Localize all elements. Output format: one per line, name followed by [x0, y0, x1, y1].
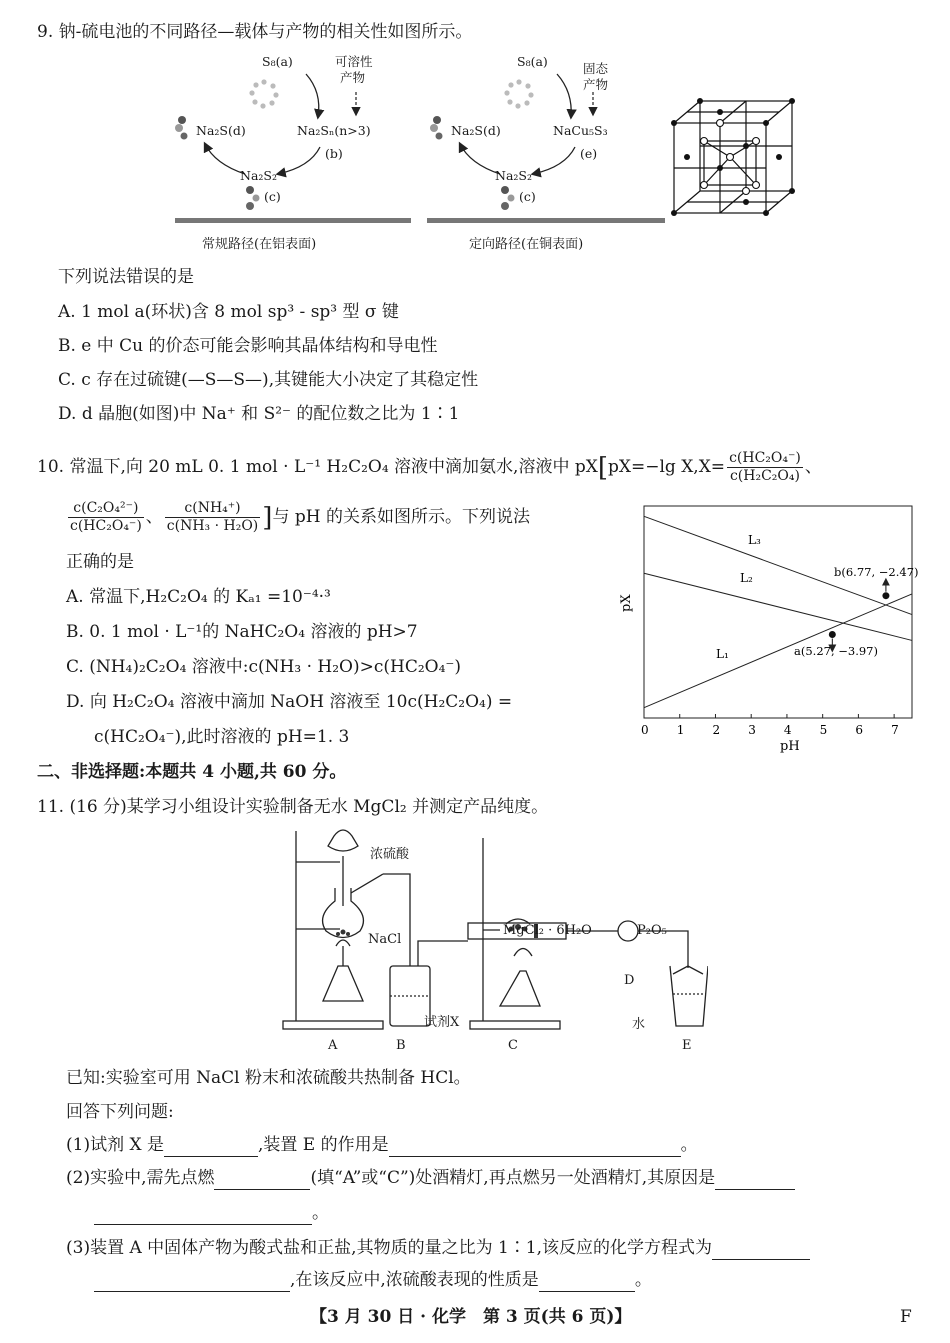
- q10-fraction-2: $\frac{\text{c(C₂O₄²⁻)}}{\text{c(HC₂O₄⁻)}}$: [70, 500, 142, 534]
- cycle-arrows-left: [170, 52, 415, 252]
- left-caption: 常规路径(在铝表面): [202, 237, 317, 252]
- crystal-cell-figure: [668, 95, 808, 220]
- q9-option-c: C. c 存在过硫键(—S—S—),其键能大小决定了其稳定性: [58, 370, 479, 390]
- x-tick-label: 5: [819, 723, 828, 737]
- q10-option-b: B. 0. 1 mol · L⁻¹的 NaHC₂O₄ 溶液的 pH>7: [66, 622, 418, 642]
- chart-ylabel: pX: [619, 594, 634, 612]
- point-b-label: b(6.77, −2.47): [834, 565, 919, 579]
- q10-stem-part1: 10. 常温下,向 20 mL 0. 1 mol · L⁻¹ H₂C₂O₄ 溶液中滴加氨水,溶液中 pX: [37, 457, 598, 477]
- label-nacl: NaCl: [368, 932, 402, 947]
- px-ph-chart: [612, 500, 922, 760]
- point-a-label: a(5.27, −3.97): [794, 644, 878, 658]
- apparatus-figure: [278, 826, 708, 1058]
- section2-heading: 二、非选择题:本题共 4 小题,共 60 分。: [37, 762, 347, 782]
- label-B: B: [396, 1038, 406, 1053]
- x-tick-label: 6: [855, 723, 864, 737]
- cycle-arrows-right: [425, 52, 670, 252]
- label-reagent-x: 试剂X: [424, 1015, 460, 1030]
- point-a: [829, 631, 836, 638]
- q10-stem-line2: $\frac{\text{c(C₂O₄²⁻)}}{\text{c(HC₂O₄⁻)}}$ 、 $\frac{\text{c(NH₄⁺)}}{\text{c(NH₃ · H₂O)}}$ ]与 pH 的关系如图所示。下列说法: [70, 500, 530, 534]
- q9-option-a: A. 1 mol a(环状)含 8 mol sp³ - sp³ 型 σ 键: [58, 302, 399, 322]
- chart-xlabel: pH: [780, 739, 800, 754]
- right-nacu-label: NaCu₅S₃: [553, 123, 608, 138]
- label-A: A: [328, 1038, 338, 1053]
- label-mgcl2-hexahydrate: MgCl₂ · 6H₂O: [503, 923, 592, 938]
- x-tick-label: 2: [712, 723, 721, 737]
- q10-option-c: C. (NH₄)₂C₂O₄ 溶液中:c(NH₃ · H₂O)>c(HC₂O₄⁻): [66, 657, 462, 677]
- left-na2sn-label: Na₂Sₙ(n>3): [297, 123, 371, 138]
- blank-equation-2[interactable]: [94, 1273, 290, 1292]
- footer-version: F: [900, 1307, 912, 1327]
- blank-equation-1[interactable]: [712, 1241, 810, 1260]
- left-c-label: (c): [264, 189, 281, 204]
- left-soluble-label: 可溶性: [335, 54, 373, 69]
- blank-lamp-choice[interactable]: [214, 1171, 310, 1190]
- right-na2s2-label: Na₂S₂: [495, 168, 532, 183]
- q10-option-d-line1: D. 向 H₂C₂O₄ 溶液中滴加 NaOH 溶液至 10c(H₂C₂O₄) =: [66, 692, 513, 712]
- q11-part3: (3)装置 A 中固体产物为酸式盐和正盐,其物质的量之比为 1∶1,该反应的化学方程式为: [66, 1236, 810, 1260]
- left-s8-label: S₈(a): [262, 54, 293, 69]
- left-b-label: (b): [325, 146, 343, 161]
- right-caption: 定向路径(在铜表面): [469, 237, 584, 252]
- q11-answer-prompt: 回答下列问题:: [66, 1102, 174, 1122]
- label-p2o5: P₂O₅: [637, 923, 667, 938]
- x-tick-label: 4: [783, 723, 792, 737]
- q11-part1: (1)试剂 X 是 ,装置 E 的作用是 。: [66, 1135, 698, 1155]
- series-label-L1: L₁: [716, 647, 729, 661]
- chart-frame: [644, 506, 912, 718]
- blank-reason-1[interactable]: [715, 1171, 795, 1190]
- q10-option-d-line2: c(HC₂O₄⁻),此时溶液的 pH=1. 3: [94, 727, 350, 747]
- right-product-label: 产物: [583, 77, 609, 92]
- x-tick-label: 7: [891, 723, 899, 737]
- q11-part3-cont: ,在该反应中,浓硫酸表现的性质是 。: [94, 1268, 652, 1292]
- label-C: C: [508, 1038, 518, 1053]
- blank-device-e-role[interactable]: [389, 1138, 681, 1157]
- left-na2s-label: Na₂S(d): [196, 123, 246, 138]
- label-conc-acid: 浓硫酸: [370, 847, 410, 862]
- blank-reason-2[interactable]: [94, 1206, 312, 1225]
- right-na2s-label: Na₂S(d): [451, 123, 501, 138]
- label-D: D: [624, 973, 635, 988]
- left-na2s2-label: Na₂S₂: [240, 168, 277, 183]
- footer-page-info: 【3 月 30 日 · 化学 第 3 页(共 6 页)】: [310, 1307, 632, 1327]
- q10-fraction-3: $\frac{\text{c(NH₄⁺)}}{\text{c(NH₃ · H₂O)}}$: [166, 500, 259, 534]
- left-product-label: 产物: [340, 70, 366, 85]
- q10-stem-line1: 10. 常温下,向 20 mL 0. 1 mol · L⁻¹ H₂C₂O₄ 溶液中滴加氨水,溶液中 pX[pX=−lg X,X= $\frac{\text{c(HC₂O₄⁻)}}{\text{c(H₂C₂O₄)}}$ 、: [37, 450, 822, 484]
- x-tick-label: 3: [748, 723, 756, 737]
- q9-option-d: D. d 晶胞(如图)中 Na⁺ 和 S²⁻ 的配位数之比为 1∶1: [58, 404, 460, 424]
- right-c-label: (c): [519, 189, 536, 204]
- q9-prompt: 下列说法错误的是: [58, 267, 194, 287]
- right-s8-label: S₈(a): [517, 54, 548, 69]
- q9-diagram-right: [425, 52, 670, 257]
- q11-known: 已知:实验室可用 NaCl 粉末和浓硫酸共热制备 HCl。: [66, 1068, 471, 1088]
- q11-stem: 11. (16 分)某学习小组设计实验制备无水 MgCl₂ 并测定产品纯度。: [37, 797, 549, 817]
- series-line-L2: [644, 573, 912, 640]
- label-E: E: [682, 1038, 692, 1053]
- q9-option-b: B. e 中 Cu 的价态可能会影响其晶体结构和导电性: [58, 336, 438, 356]
- right-e-label: (e): [580, 146, 598, 161]
- x-tick-label: 0: [641, 723, 649, 737]
- q10-stem-part3: 正确的是: [66, 552, 134, 572]
- blank-reagent-x[interactable]: [164, 1138, 258, 1157]
- q9-diagram-left: [170, 52, 415, 257]
- q9-stem: 9. 钠-硫电池的不同路径—载体与产物的相关性如图所示。: [37, 22, 473, 42]
- x-tick-label: 1: [676, 723, 685, 737]
- q10-stem-def: pX=−lg X,X=: [608, 457, 726, 477]
- q10-stem-part2: 与 pH 的关系如图所示。下列说法: [272, 507, 530, 527]
- series-label-L3: L₃: [748, 533, 761, 547]
- label-water: 水: [632, 1017, 646, 1032]
- right-solid-label: 固态: [583, 61, 609, 76]
- q10-option-a: A. 常温下,H₂C₂O₄ 的 Kₐ₁ =10⁻⁴·³: [66, 587, 331, 607]
- point-b: [882, 592, 889, 599]
- series-label-L2: L₂: [740, 571, 753, 585]
- q10-fraction-1: $\frac{\text{c(HC₂O₄⁻)}}{\text{c(H₂C₂O₄)}}$: [729, 450, 801, 484]
- q11-part2: (2)实验中,需先点燃 (填“A”或“C”)处酒精灯,再点燃另一处酒精灯,其原因是: [66, 1166, 795, 1190]
- q11-part2-cont: 。: [94, 1201, 329, 1225]
- blank-acid-property[interactable]: [539, 1273, 635, 1292]
